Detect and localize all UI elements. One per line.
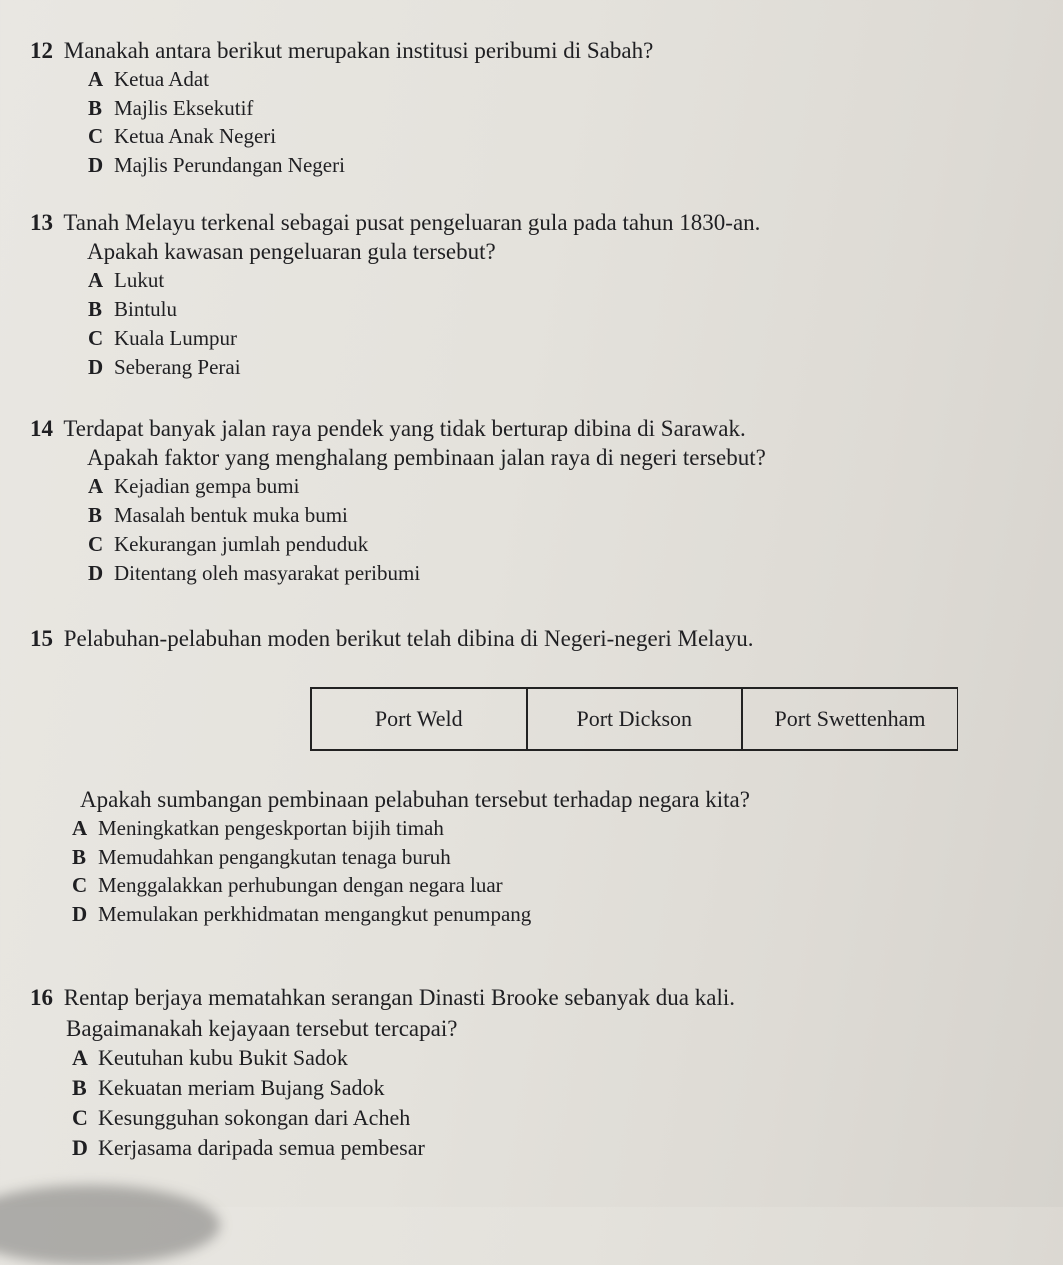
ports-table	[310, 687, 958, 751]
option-d[interactable]	[72, 900, 1040, 929]
option-text: Kekuatan meriam Bujang Sadok	[98, 1075, 385, 1100]
option-letter: D	[72, 901, 88, 926]
option-b[interactable]	[72, 843, 1040, 872]
question-12	[30, 36, 1040, 179]
question-subtext: Apakah sumbangan pembinaan pelabuhan tersebut terhadap negara kita?	[80, 787, 750, 812]
ports-row	[311, 688, 958, 750]
question-text: Tanah Melayu terkenal sebagai pusat pengeluaran gula pada tahun 1830-an.	[63, 210, 761, 235]
option-text: Kejadian gempa bumi	[114, 474, 300, 498]
option-letter: A	[88, 474, 104, 498]
question-subtext: Apakah faktor yang menghalang pembinaan jalan raya di negeri tersebut?	[87, 445, 766, 470]
option-c[interactable]	[72, 1103, 1040, 1133]
question-text: Manakah antara berikut merupakan institusi peribumi di Sabah?	[63, 38, 654, 63]
option-a[interactable]	[88, 266, 1040, 295]
option-text: Ditentang oleh masyarakat peribumi	[114, 561, 421, 585]
option-b[interactable]	[88, 295, 1040, 324]
question-number: 14	[30, 416, 53, 441]
option-letter: C	[88, 326, 104, 350]
option-d[interactable]	[88, 559, 1040, 588]
options-list	[30, 266, 1040, 382]
option-text: Kerjasama daripada semua pembesar	[98, 1135, 425, 1160]
port-cell: Port Swettenham	[742, 688, 958, 750]
option-letter: D	[88, 561, 104, 585]
option-d[interactable]	[72, 1133, 1040, 1163]
option-d[interactable]	[88, 151, 1040, 180]
option-letter: B	[72, 1075, 87, 1100]
option-text: Menggalakkan perhubungan dengan negara luar	[98, 873, 503, 897]
option-c[interactable]	[72, 871, 1040, 900]
question-stem	[30, 624, 1040, 653]
option-letter: B	[88, 503, 103, 527]
option-a[interactable]	[72, 814, 1040, 843]
option-a[interactable]	[88, 472, 1040, 501]
option-text: Majlis Perundangan Negeri	[114, 152, 345, 177]
option-text: Lukut	[114, 268, 165, 292]
question-13	[30, 208, 1040, 382]
question-subtext: Bagaimanakah kejayaan tersebut tercapai?	[66, 1016, 458, 1041]
question-15	[30, 624, 1040, 653]
question-number: 13	[30, 210, 53, 235]
options-list	[30, 1043, 1040, 1163]
option-letter: A	[72, 816, 88, 840]
option-text: Seberang Perai	[114, 355, 241, 379]
option-text: Ketua Anak Negeri	[114, 124, 277, 148]
option-letter: A	[72, 1045, 88, 1070]
question-text: Terdapat banyak jalan raya pendek yang tidak berturap dibina di Sarawak.	[63, 416, 746, 441]
question-subtext: Apakah kawasan pengeluaran gula tersebut?	[87, 239, 496, 264]
option-text: Meningkatkan pengeskportan bijih timah	[98, 816, 444, 840]
question-14	[30, 414, 1040, 588]
option-c[interactable]	[88, 324, 1040, 353]
question-stem	[30, 208, 1040, 237]
option-letter: C	[88, 124, 104, 148]
option-text: Kekurangan jumlah penduduk	[114, 532, 369, 556]
options-list	[30, 65, 1040, 179]
question-15-body	[30, 785, 1040, 928]
question-number: 12	[30, 38, 53, 63]
option-letter: A	[88, 268, 104, 292]
port-cell: Port Dickson	[527, 688, 743, 750]
option-c[interactable]	[88, 122, 1040, 151]
port-cell: Port Weld	[311, 688, 527, 750]
option-text: Kuala Lumpur	[114, 326, 238, 350]
question-number: 15	[30, 626, 53, 651]
option-text: Kesungguhan sokongan dari Acheh	[98, 1105, 411, 1130]
option-b[interactable]	[88, 501, 1040, 530]
option-letter: C	[72, 1105, 88, 1130]
option-a[interactable]	[72, 1043, 1040, 1073]
options-list	[30, 814, 1040, 928]
question-text: Pelabuhan-pelabuhan moden berikut telah dibina di Negeri-negeri Melayu.	[63, 626, 754, 651]
option-text: Memulakan perkhidmatan mengangkut penumpang	[98, 901, 532, 926]
option-letter: C	[72, 873, 88, 897]
option-b[interactable]	[72, 1073, 1040, 1103]
option-c[interactable]	[88, 530, 1040, 559]
option-b[interactable]	[88, 94, 1040, 123]
option-text: Memudahkan pengangkutan tenaga buruh	[98, 844, 451, 869]
question-stem	[30, 414, 1040, 443]
option-text: Ketua Adat	[114, 67, 210, 91]
option-letter: C	[88, 532, 104, 556]
option-text: Bintulu	[114, 297, 178, 321]
option-letter: B	[72, 844, 87, 869]
option-a[interactable]	[88, 65, 1040, 94]
option-letter: D	[88, 355, 104, 379]
options-list	[30, 472, 1040, 588]
shadow-smudge	[0, 1185, 220, 1265]
option-letter: D	[72, 1135, 88, 1160]
option-text: Majlis Eksekutif	[114, 95, 254, 120]
option-letter: D	[88, 152, 104, 177]
option-letter: B	[88, 297, 103, 321]
question-stem	[30, 983, 1040, 1012]
option-d[interactable]	[88, 353, 1040, 382]
option-text: Masalah bentuk muka bumi	[114, 503, 348, 527]
question-number: 16	[30, 985, 53, 1010]
question-text: Rentap berjaya mematahkan serangan Dinasti Brooke sebanyak dua kali.	[63, 985, 735, 1010]
option-letter: A	[88, 67, 104, 91]
option-letter: B	[88, 95, 103, 120]
question-16	[30, 983, 1040, 1163]
option-text: Keutuhan kubu Bukit Sadok	[98, 1045, 348, 1070]
question-stem	[30, 36, 1040, 65]
